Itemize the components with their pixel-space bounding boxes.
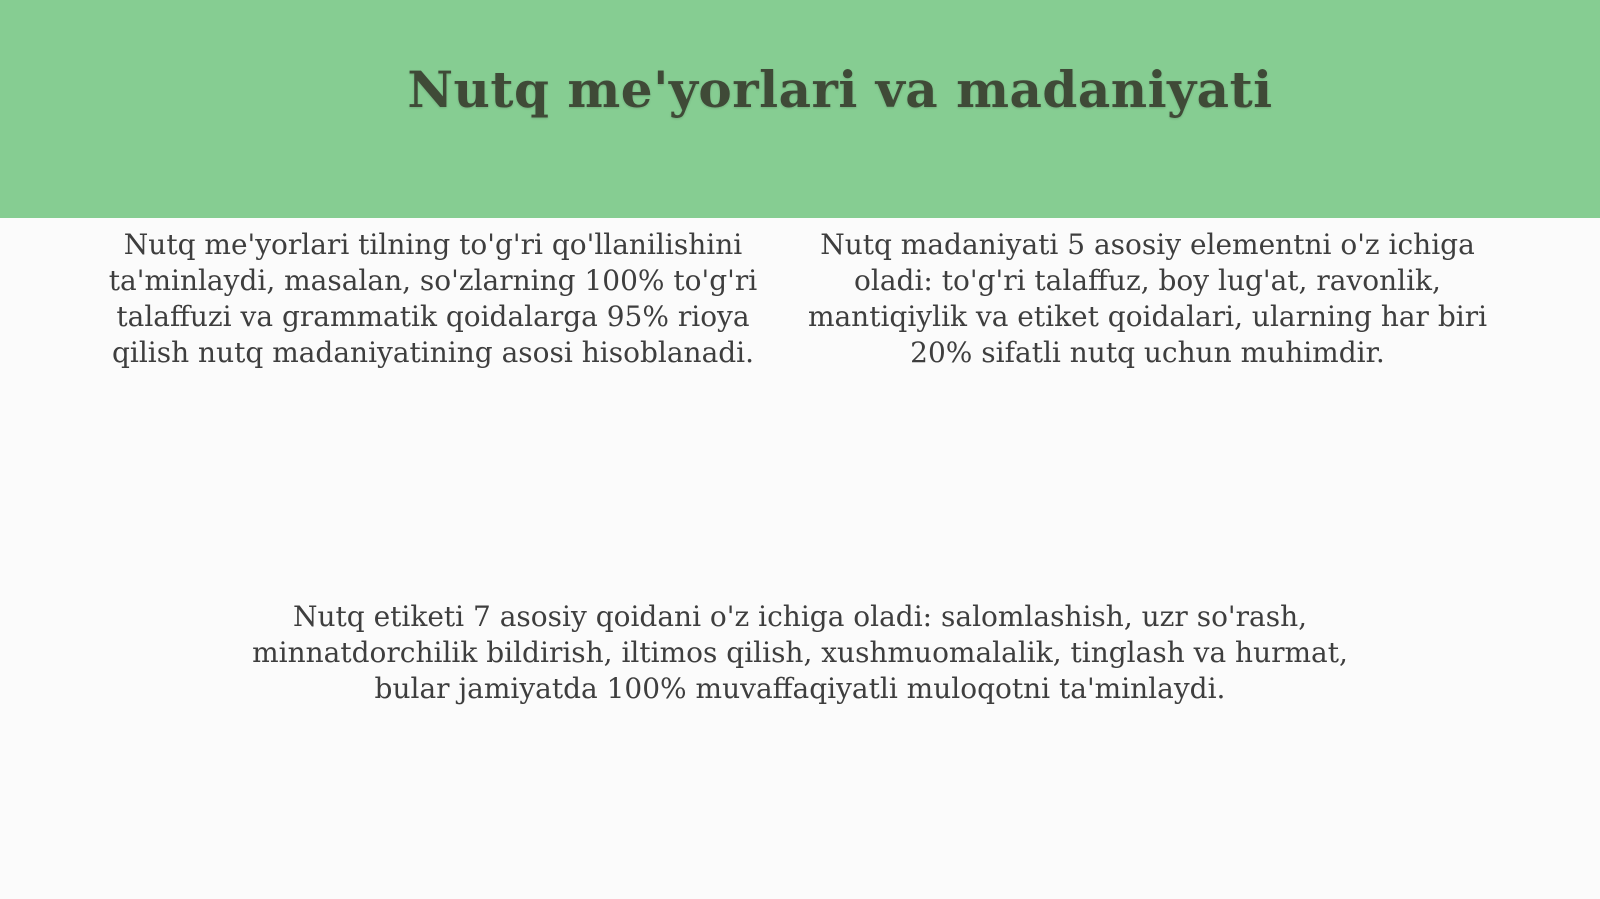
paragraph-speech-culture: Nutq madaniyati 5 asosiy elementni o'z ichiga oladi: to'g'ri talaffuz, boy lug'at, ravonlik, mantiqiylik va etiket qoidalari, ularning har biri 20% sifatli nutq uchun muhimdir. — [807, 228, 1488, 369]
paragraph-speech-norms: Nutq me'yorlari tilning to'g'ri qo'llanilishini ta'minlaydi, masalan, so'zlarning 100% to'g'ri talaffuzi va grammatik qoidalarga 95% rioya qilish nutq madaniyatining asosi hisoblanadi. — [108, 228, 758, 369]
paragraph-speech-etiquette: Nutq etiketi 7 asosiy qoidani o'z ichiga oladi: salomlashish, uzr so'rash, minnatdorchilik bildirish, iltimos qilish, xushmuomalalik, tinglash va hurmat, bular jamiyatda 100% muvaffaqiyatli muloqotni ta'minlaydi. — [252, 600, 1348, 705]
slide-title: Nutq me'yorlari va madaniyati — [407, 60, 1273, 119]
